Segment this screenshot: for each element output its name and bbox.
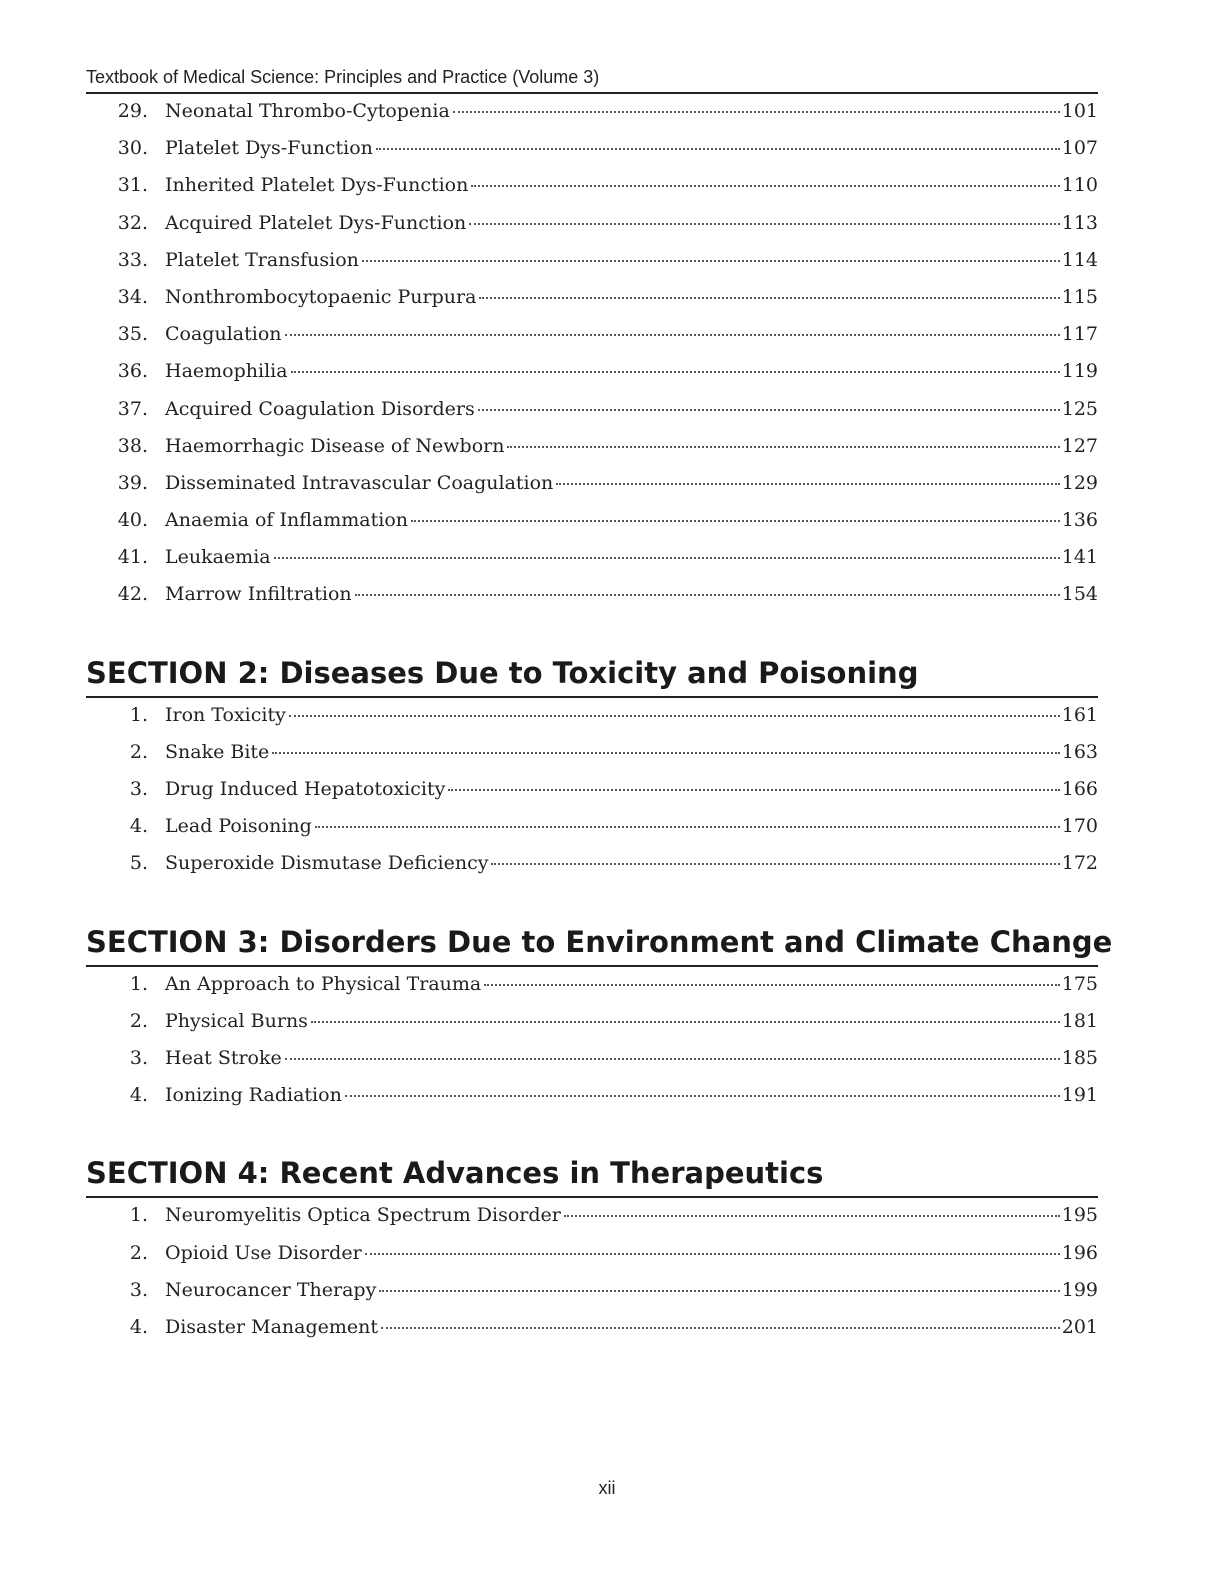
toc-entry xyxy=(86,249,1098,286)
toc-entry-title: Disaster Management xyxy=(165,1315,379,1338)
toc-entry-page: 170 xyxy=(1061,815,1098,838)
toc-page xyxy=(86,64,1113,1353)
toc-entry-number: 37. xyxy=(117,397,148,420)
dot-leader xyxy=(315,826,1060,828)
toc-entry xyxy=(86,100,1098,137)
toc-entry xyxy=(86,1204,1098,1241)
toc-entry-title: Opioid Use Disorder xyxy=(165,1241,362,1264)
toc-list-section-2 xyxy=(86,704,1098,890)
toc-list-continued xyxy=(86,100,1098,621)
toc-entry xyxy=(86,286,1098,323)
toc-entry-title: Acquired Platelet Dys-Function xyxy=(165,211,467,234)
toc-entry xyxy=(86,360,1098,397)
toc-entry-page: 195 xyxy=(1061,1204,1098,1227)
toc-entry xyxy=(86,852,1098,889)
toc-entry-title: Platelet Transfusion xyxy=(165,248,359,271)
toc-entry-page: 175 xyxy=(1061,972,1098,995)
toc-entry-page: 141 xyxy=(1061,546,1098,569)
toc-entry-title: Ionizing Radiation xyxy=(165,1084,342,1107)
dot-leader xyxy=(411,520,1060,522)
dot-leader xyxy=(469,223,1059,225)
toc-entry-title: Haemophilia xyxy=(165,360,288,383)
dot-leader xyxy=(479,297,1059,299)
dot-leader xyxy=(507,446,1059,448)
section-2 xyxy=(86,653,1098,890)
dot-leader xyxy=(453,111,1060,113)
toc-list-section-4 xyxy=(86,1204,1098,1353)
toc-entry-title: Drug Induced Hepatotoxicity xyxy=(165,778,446,800)
dot-leader xyxy=(381,1327,1060,1329)
toc-entry-title: Inherited Platelet Dys-Function xyxy=(165,174,469,197)
toc-entry-title: Platelet Dys-Function xyxy=(165,137,373,160)
toc-entry-title: An Approach to Physical Trauma xyxy=(165,972,482,995)
dot-leader xyxy=(564,1215,1060,1217)
section-3 xyxy=(86,922,1113,1122)
toc-entry-number: 33. xyxy=(117,248,148,271)
page-number: xii xyxy=(598,1478,616,1498)
toc-entry-number: 42. xyxy=(117,583,148,606)
toc-entry-number: 4. xyxy=(129,1315,148,1338)
toc-entry-number: 2. xyxy=(129,1009,148,1032)
toc-entry xyxy=(86,435,1098,472)
toc-entry-number: 40. xyxy=(117,509,148,532)
section-heading: SECTION 4: Recent Advances in Therapeutics xyxy=(86,1153,1098,1198)
toc-entry xyxy=(86,174,1098,211)
toc-entry-number: 4. xyxy=(129,1084,148,1107)
toc-entry xyxy=(86,1084,1098,1121)
toc-entry-page: 154 xyxy=(1061,583,1098,606)
toc-entry-page: 201 xyxy=(1061,1315,1098,1338)
toc-entry-title: Neonatal Thrombo-Cytopenia xyxy=(165,100,450,122)
toc-entry-page: 113 xyxy=(1061,211,1098,234)
toc-entry xyxy=(86,212,1098,249)
dot-leader xyxy=(311,1021,1060,1023)
toc-entry-title: Physical Burns xyxy=(165,1009,308,1032)
toc-entry xyxy=(86,1010,1098,1047)
toc-entry-number: 38. xyxy=(117,434,148,457)
dot-leader xyxy=(272,752,1059,754)
dot-leader xyxy=(285,334,1060,336)
dot-leader xyxy=(478,409,1060,411)
toc-entry xyxy=(86,1047,1098,1084)
dot-leader xyxy=(362,260,1060,262)
toc-entry-number: 39. xyxy=(117,471,148,494)
toc-entry-page: 101 xyxy=(1061,100,1098,122)
toc-entry-number: 35. xyxy=(117,323,148,346)
toc-entry-page: 172 xyxy=(1061,852,1098,875)
section-heading: SECTION 3: Disorders Due to Environment and Climate Change xyxy=(86,922,1098,967)
toc-entry xyxy=(86,323,1098,360)
toc-entry xyxy=(86,583,1098,620)
toc-entry xyxy=(86,546,1098,583)
dot-leader xyxy=(376,148,1060,150)
dot-leader xyxy=(274,557,1060,559)
toc-entry xyxy=(86,1316,1098,1353)
toc-entry-number: 41. xyxy=(117,546,148,569)
toc-entry-title: Anaemia of Inflammation xyxy=(165,509,408,532)
toc-entry-title: Neuromyelitis Optica Spectrum Disorder xyxy=(165,1204,561,1227)
toc-entry-title: Nonthrombocytopaenic Purpura xyxy=(165,285,477,308)
toc-entry-page: 110 xyxy=(1061,174,1098,197)
running-header: Textbook of Medical Science: Principles and Practice (Volume 3) xyxy=(86,64,1098,94)
toc-entry-title: Leukaemia xyxy=(165,546,271,569)
toc-entry-title: Lead Poisoning xyxy=(165,815,312,838)
toc-entry-number: 5. xyxy=(129,852,148,875)
dot-leader xyxy=(289,715,1060,717)
toc-entry xyxy=(86,973,1098,1010)
toc-list-section-3 xyxy=(86,973,1098,1122)
toc-entry-page: 127 xyxy=(1061,434,1098,457)
toc-entry-page: 166 xyxy=(1061,778,1098,800)
toc-entry-page: 119 xyxy=(1061,360,1098,383)
dot-leader xyxy=(556,483,1059,485)
dot-leader xyxy=(355,594,1060,596)
dot-leader xyxy=(379,1290,1059,1292)
toc-entry-page: 115 xyxy=(1061,285,1098,308)
toc-entry-title: Heat Stroke xyxy=(165,1046,282,1069)
toc-entry-title: Snake Bite xyxy=(165,740,270,763)
toc-entry-page: 114 xyxy=(1061,248,1098,271)
toc-entry-number: 1. xyxy=(129,1204,148,1227)
toc-entry-title: Neurocancer Therapy xyxy=(165,1278,377,1301)
toc-entry-number: 34. xyxy=(117,285,148,308)
toc-entry-page: 181 xyxy=(1061,1009,1098,1032)
section-heading: SECTION 2: Diseases Due to Toxicity and Poisoning xyxy=(86,653,1098,698)
toc-entry-title: Marrow Infiltration xyxy=(165,583,352,606)
dot-leader xyxy=(345,1095,1060,1097)
dot-leader xyxy=(365,1253,1060,1255)
dot-leader xyxy=(491,863,1059,865)
toc-entry-page: 185 xyxy=(1061,1046,1098,1069)
toc-entry xyxy=(86,704,1098,741)
toc-entry-page: 196 xyxy=(1061,1241,1098,1264)
toc-entry-page: 199 xyxy=(1061,1278,1098,1301)
toc-entry xyxy=(86,1242,1098,1279)
toc-entry-page: 163 xyxy=(1061,740,1098,763)
toc-entry-title: Iron Toxicity xyxy=(165,703,286,726)
toc-entry-page: 129 xyxy=(1061,471,1098,494)
toc-entry xyxy=(86,472,1098,509)
toc-entry-page: 107 xyxy=(1061,137,1098,160)
toc-entry-number: 1. xyxy=(129,972,148,995)
toc-entry-number: 1. xyxy=(129,703,148,726)
toc-entry-page: 136 xyxy=(1061,509,1098,532)
dot-leader xyxy=(448,789,1059,791)
toc-entry-title: Superoxide Dismutase Deficiency xyxy=(165,852,489,875)
toc-entry xyxy=(86,778,1098,815)
dot-leader xyxy=(471,185,1059,187)
dot-leader xyxy=(291,371,1060,373)
toc-entry xyxy=(86,1279,1098,1316)
section-4 xyxy=(86,1153,1098,1353)
toc-entry xyxy=(86,741,1098,778)
toc-entry-page: 191 xyxy=(1061,1084,1098,1107)
toc-entry-number: 2. xyxy=(129,1241,148,1264)
toc-entry-number: 30. xyxy=(117,137,148,160)
toc-entry-title: Disseminated Intravascular Coagulation xyxy=(165,471,554,494)
toc-entry-title: Acquired Coagulation Disorders xyxy=(165,397,475,420)
toc-entry-number: 2. xyxy=(129,740,148,763)
toc-entry-number: 3. xyxy=(129,1278,148,1301)
toc-entry-number: 29. xyxy=(117,100,148,122)
toc-entry xyxy=(86,509,1098,546)
toc-entry xyxy=(86,815,1098,852)
toc-entry-number: 31. xyxy=(117,174,148,197)
toc-entry-number: 3. xyxy=(129,1046,148,1069)
toc-entry-number: 32. xyxy=(117,211,148,234)
toc-entry-page: 117 xyxy=(1061,323,1098,346)
toc-entry-number: 3. xyxy=(129,778,148,800)
toc-entry-number: 4. xyxy=(129,815,148,838)
toc-entry-number: 36. xyxy=(117,360,148,383)
toc-entry-page: 125 xyxy=(1061,397,1098,420)
dot-leader xyxy=(285,1058,1060,1060)
toc-entry-page: 161 xyxy=(1061,703,1098,726)
toc-entry-title: Coagulation xyxy=(165,323,282,346)
toc-entry xyxy=(86,398,1098,435)
dot-leader xyxy=(484,984,1059,986)
toc-entry-title: Haemorrhagic Disease of Newborn xyxy=(165,434,505,457)
toc-entry xyxy=(86,137,1098,174)
